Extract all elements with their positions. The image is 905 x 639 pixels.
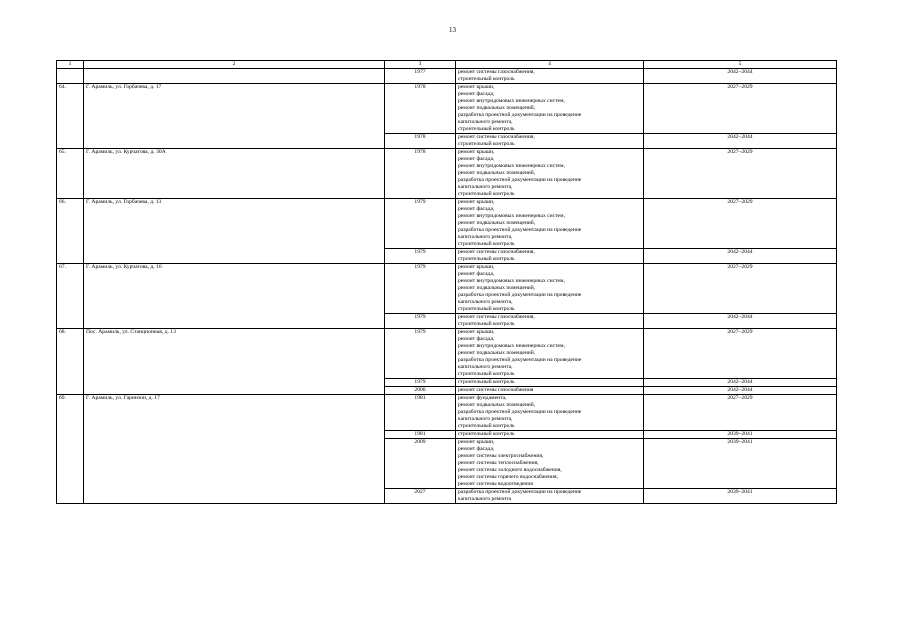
work-item: ремонт крыши, [458, 199, 495, 205]
work-item: ремонт системы водоотведения [458, 481, 533, 487]
page-number: 13 [449, 26, 456, 34]
work-item: разработка проектной документации на проведение [458, 357, 582, 363]
period-cell: 2027–2029 [644, 329, 837, 379]
works-cell [456, 431, 644, 439]
building-address: Г. Арамиль, ул. Гарнизон, д. 17 [84, 395, 385, 504]
work-item: ремонт фасада, [458, 336, 495, 342]
row-number: 65. [57, 149, 84, 199]
work-item: ремонт фасада, [458, 91, 495, 97]
building-address: Г. Арамиль, ул. Курчатова, д. 16 [84, 264, 385, 329]
building-address [84, 69, 385, 84]
work-item: строительный контроль [458, 141, 515, 147]
work-item: ремонт внутридомовых инженерных систем, [458, 278, 565, 284]
work-item: ремонт подвальных помещений, [458, 220, 536, 226]
works-cell [456, 249, 644, 264]
work-item: строительный контроль [458, 379, 515, 385]
period-cell: 2027–2029 [644, 149, 837, 199]
period-cell: 2042–2044 [644, 387, 837, 395]
work-item: ремонт фасада, [458, 206, 495, 212]
work-item: ремонт системы газоснабжения, [458, 314, 535, 320]
period-cell: 2042–2044 [644, 314, 837, 329]
work-item: строительный контроль [458, 76, 515, 82]
year-cell: 1979 [385, 329, 456, 379]
year-cell: 1979 [385, 379, 456, 387]
work-item: капитального ремонта, [458, 184, 513, 190]
row-number: 68. [57, 329, 84, 395]
work-item: ремонт крыши, [458, 439, 495, 445]
work-item: разработка проектной документации на проведение [458, 489, 582, 495]
work-item: строительный контроль [458, 256, 515, 262]
table-row [57, 329, 837, 379]
works-cell [456, 199, 644, 249]
year-cell: 1978 [385, 149, 456, 199]
period-cell: 2042–2044 [644, 69, 837, 84]
work-item: разработка проектной документации на проведение [458, 227, 582, 233]
works-cell [456, 69, 644, 84]
work-item: ремонт внутридомовых инженерных систем, [458, 98, 565, 104]
table-row [57, 84, 837, 134]
table-row [57, 264, 837, 314]
period-cell: 2027–2029 [644, 84, 837, 134]
work-item: ремонт внутридомовых инженерных систем, [458, 163, 565, 169]
table-row [57, 149, 837, 199]
year-cell: 2000 [385, 387, 456, 395]
work-item: капитального ремонта, [458, 416, 513, 422]
work-item: разработка проектной документации на проведение [458, 177, 582, 183]
period-cell: 2042–2044 [644, 134, 837, 149]
year-cell: 1979 [385, 314, 456, 329]
period-cell: 2039–2041 [644, 489, 837, 504]
row-number: 66. [57, 199, 84, 264]
column-header-5: 5 [644, 61, 837, 69]
work-item: строительный контроль [458, 306, 515, 312]
work-item: ремонт крыши, [458, 329, 495, 335]
period-cell: 2042–2044 [644, 249, 837, 264]
period-cell: 2027–2029 [644, 395, 837, 431]
year-cell: 1981 [385, 431, 456, 439]
work-item: строительный контроль [458, 126, 515, 132]
row-number: 69. [57, 395, 84, 504]
work-item: ремонт крыши, [458, 264, 495, 270]
works-cell [456, 264, 644, 314]
work-item: строительный контроль [458, 423, 515, 429]
period-cell: 2027–2029 [644, 199, 837, 249]
building-address: Г. Арамиль, ул. Горбачева, д. 17 [84, 84, 385, 149]
year-cell: 1979 [385, 264, 456, 314]
works-cell [456, 149, 644, 199]
period-cell: 2039–2041 [644, 439, 837, 489]
column-header-4: 4 [456, 61, 644, 69]
work-item: ремонт подвальных помещений, [458, 350, 536, 356]
year-cell: 2009 [385, 439, 456, 489]
work-item: ремонт системы горячего водоснабжения, [458, 474, 558, 480]
work-item: разработка проектной документации на проведение [458, 292, 582, 298]
work-item: ремонт подвальных помещений, [458, 170, 536, 176]
column-header-3: 3 [385, 61, 456, 69]
works-cell [456, 387, 644, 395]
work-item: капитального ремонта, [458, 299, 513, 305]
period-cell: 2027–2029 [644, 264, 837, 314]
work-item: ремонт системы холодного водоснабжения, [458, 467, 562, 473]
work-item: капитального ремонта [458, 496, 512, 502]
building-address: Г. Арамиль, ул. Курчатова, д. 30А [84, 149, 385, 199]
work-item: ремонт крыши, [458, 84, 495, 90]
work-item: ремонт фундамента, [458, 395, 507, 401]
year-cell: 1979 [385, 199, 456, 249]
row-number: 64. [57, 84, 84, 149]
work-item: капитального ремонта, [458, 119, 513, 125]
row-number: 67. [57, 264, 84, 329]
works-cell [456, 134, 644, 149]
work-item: капитального ремонта, [458, 234, 513, 240]
works-cell [456, 314, 644, 329]
work-item: ремонт подвальных помещений, [458, 105, 536, 111]
works-cell [456, 379, 644, 387]
year-cell: 1981 [385, 395, 456, 431]
year-cell: 2027 [385, 489, 456, 504]
work-item: ремонт системы газоснабжения [458, 387, 534, 393]
work-item: ремонт подвальных помещений, [458, 285, 536, 291]
work-item: ремонт системы теплоснабжения, [458, 460, 539, 466]
table-row [57, 69, 837, 84]
year-cell: 1977 [385, 69, 456, 84]
work-item: строительный контроль [458, 191, 515, 197]
work-item: ремонт фасада, [458, 271, 495, 277]
works-cell [456, 395, 644, 431]
work-item: ремонт фасада, [458, 446, 495, 452]
year-cell: 1978 [385, 134, 456, 149]
table-body [57, 61, 837, 504]
table-row [57, 199, 837, 249]
period-cell: 2042–2044 [644, 379, 837, 387]
year-cell: 1978 [385, 84, 456, 134]
work-item: ремонт системы газоснабжения, [458, 69, 535, 75]
work-item: ремонт внутридомовых инженерных систем, [458, 343, 565, 349]
works-cell [456, 489, 644, 504]
table-row [57, 395, 837, 431]
work-item: строительный контроль [458, 241, 515, 247]
work-item: разработка проектной документации на проведение [458, 409, 582, 415]
works-cell [456, 84, 644, 134]
work-item: ремонт подвальных помещений, [458, 402, 536, 408]
work-item: строительный контроль [458, 321, 515, 327]
period-cell: 2039–2041 [644, 431, 837, 439]
work-item: ремонт крыши, [458, 149, 495, 155]
building-address: Пос. Арамиль, ул. Станционная, д. 13 [84, 329, 385, 395]
works-cell [456, 329, 644, 379]
work-item: строительный контроль [458, 371, 515, 377]
column-number-row [57, 61, 837, 69]
repair-schedule-table [56, 60, 837, 504]
row-number [57, 69, 84, 84]
work-item: разработка проектной документации на проведение [458, 112, 582, 118]
column-header-2: 2 [84, 61, 385, 69]
work-item: ремонт системы электроснабжения, [458, 453, 544, 459]
column-header-1: 1 [57, 61, 84, 69]
work-item: ремонт фасада, [458, 156, 495, 162]
work-item: ремонт системы газоснабжения, [458, 134, 535, 140]
building-address: Г. Арамиль, ул. Горбачева, д. 13 [84, 199, 385, 264]
work-item: ремонт системы газоснабжения, [458, 249, 535, 255]
year-cell: 1979 [385, 249, 456, 264]
work-item: капитального ремонта, [458, 364, 513, 370]
work-item: строительный контроль [458, 431, 515, 437]
works-cell [456, 439, 644, 489]
work-item: ремонт внутридомовых инженерных систем, [458, 213, 565, 219]
